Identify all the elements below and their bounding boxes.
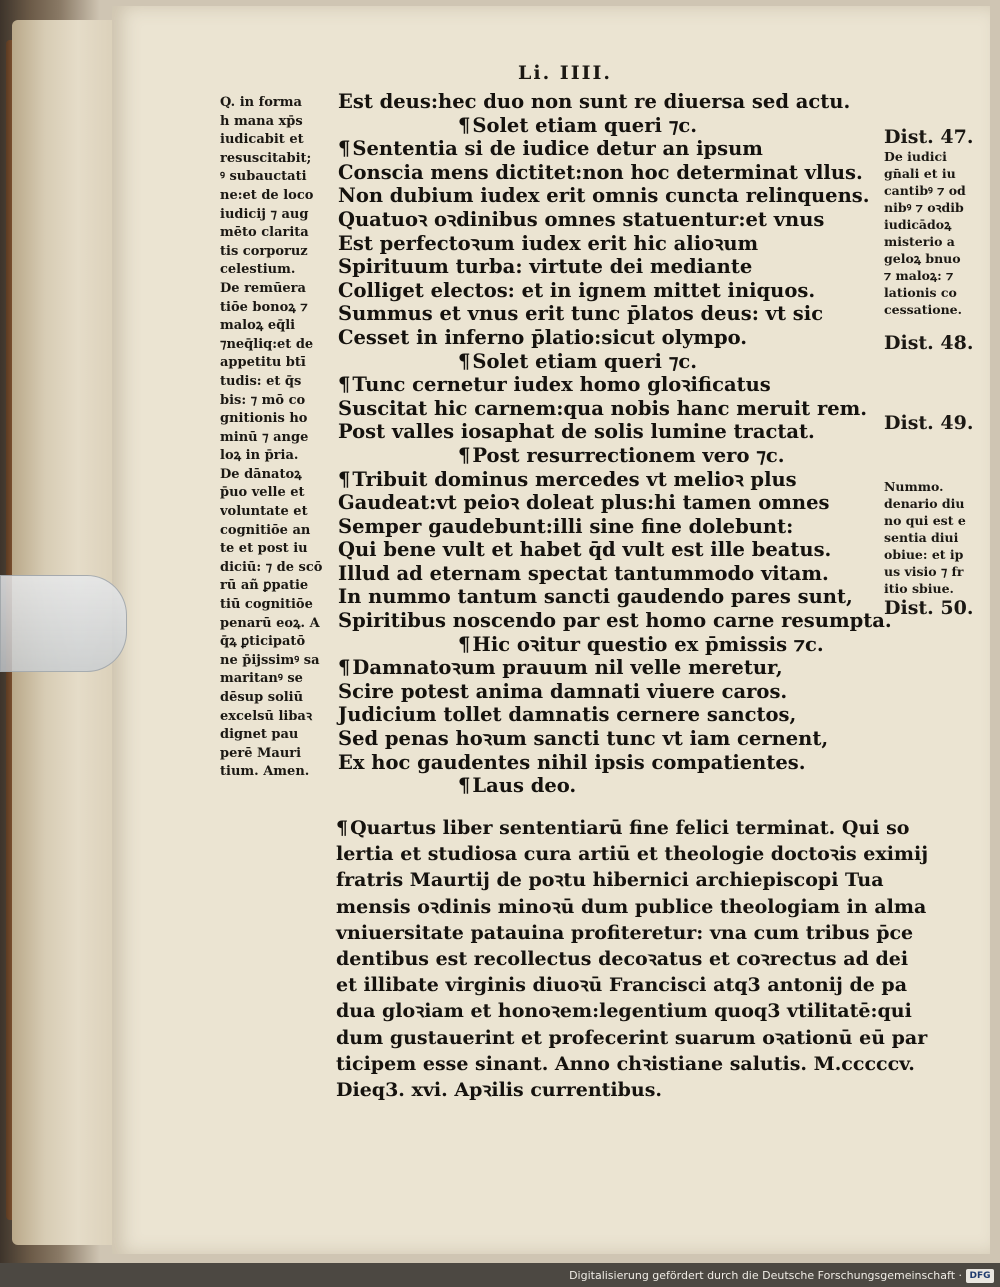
verse-line	[338, 680, 878, 704]
colophon-line-text: dentibus est recollectus decoꝛatus et coꝛrectus ad dei	[336, 948, 909, 971]
side-note-line: us visio ⁊ fr	[884, 564, 964, 579]
margin-note-line: h mana xp̄s	[220, 113, 303, 129]
colophon-line	[336, 946, 909, 972]
verse-line	[338, 232, 878, 256]
distinction-47-heading: Dist. 47.	[884, 126, 974, 148]
side-note-line: iudicādoꝝ	[884, 217, 952, 232]
verse-line-text: Post resurrectionem vero ⁊c.	[472, 443, 785, 467]
margin-note-line: tudis: et q̄s	[220, 373, 302, 389]
colophon-line	[336, 841, 929, 867]
verse-line-text: Conscia mens dictitet:non hoc determinat vllus.	[338, 160, 863, 184]
verse-line	[338, 350, 878, 374]
page-holder-clip	[0, 575, 127, 672]
colophon-line	[336, 998, 912, 1024]
margin-note-line: voluntate et	[220, 504, 308, 520]
side-note-line: gn̄ali et iu	[884, 166, 956, 181]
margin-note-line: loꝝ in p̄ria.	[220, 448, 299, 464]
margin-note-line: mēto clarita	[220, 225, 309, 241]
verse-line	[338, 420, 878, 444]
margin-note-line: maritanꝰ se	[220, 671, 303, 687]
left-margin-notes	[220, 94, 338, 782]
side-note-line: misterio a	[884, 234, 955, 249]
distinction-48-heading: Dist. 48.	[884, 332, 974, 354]
verse-line-text: Est deus:hec duo non sunt re diuersa sed actu.	[338, 90, 851, 113]
verse-line-text: Quatuoꝛ oꝛdinibus omnes statuentur:et vnus	[338, 207, 825, 231]
colophon-line	[336, 920, 914, 946]
verse-line	[338, 491, 878, 515]
verse-line-text: Semper gaudebunt:illi sine fine dolebunt:	[338, 514, 794, 538]
verse-line-text: Cesset in inferno p̄latio:sicut olympo.	[338, 325, 748, 349]
margin-note-line: resuscitabit;	[220, 150, 312, 166]
pilcrow-icon: ¶	[338, 137, 351, 161]
verse-line	[338, 633, 878, 657]
verse-line-text: Summus et vnus erit tunc p̄latos deus: vt sic	[338, 302, 824, 326]
verse-line-text: Est perfectoꝛum iudex erit hic alioꝛum	[338, 231, 759, 255]
verse-line-text: Gaudeat:vt peioꝛ doleat plus:hi tamen omnes	[338, 491, 830, 515]
pilcrow-icon: ¶	[338, 373, 351, 397]
verse-line	[338, 90, 878, 114]
verse-line	[338, 703, 878, 727]
margin-note-line: perē Mauri	[220, 745, 302, 761]
verse-line-text: Illud ad eternam spectat tantummodo vitam.	[338, 561, 829, 585]
verse-line	[338, 468, 878, 492]
margin-note-line: maloꝝ eq̄li	[220, 318, 296, 334]
colophon-line	[336, 1077, 881, 1103]
verse-line-text: Tribuit dominus mercedes vt melioꝛ plus	[352, 467, 797, 491]
verse-line	[338, 585, 878, 609]
side-note-line: ⁊ maloꝝ: ⁊	[884, 268, 954, 283]
verse-line-text: Post valles iosaphat de solis lumine tractat.	[338, 420, 815, 444]
side-note-line: sentia diui	[884, 530, 959, 545]
margin-note-line: iudicabit et	[220, 132, 304, 148]
colophon-line-text: et illibate virginis diuoꝛū Francisci atq3 antonij de pa	[336, 974, 908, 997]
margin-note-line: tis corporuz	[220, 243, 308, 259]
verse-line	[338, 255, 878, 279]
pilcrow-icon: ¶	[338, 656, 351, 680]
margin-note-line: De remūera	[220, 280, 306, 296]
verse-line	[338, 444, 878, 468]
margin-note-line: dēsup soliū	[220, 690, 304, 705]
margin-note-line: ⁊neq̄liq:et de	[220, 336, 314, 352]
verse-line	[338, 373, 878, 397]
margin-note-line: ꝰ subauctati	[220, 169, 307, 185]
side-note-line: cessatione.	[884, 302, 962, 317]
colophon-line-text: fratris Maurtij de poꝛtu hibernici archiepiscopi Tua	[336, 869, 884, 892]
margin-note-line: appetitu btī	[220, 355, 306, 371]
pilcrow-icon: ¶	[336, 817, 349, 839]
footer-credit: Digitalisierung gefördert durch die Deutsche Forschungsgemeinschaft ·	[569, 1269, 962, 1282]
verse-line-text: Judicium tollet damnatis cernere sanctos,	[338, 703, 797, 727]
margin-note-line: bis: ⁊ mō co	[220, 392, 306, 408]
side-note-line: lationis co	[884, 285, 957, 300]
side-note-line: geloꝝ bnuo	[884, 251, 961, 266]
verse-line	[338, 302, 878, 326]
distinction-50-heading: Dist. 50.	[884, 597, 974, 619]
right-margin-notes	[884, 126, 984, 619]
pilcrow-icon: ¶	[458, 632, 471, 656]
verse-line	[338, 208, 878, 232]
verse-line-text: Non dubium iudex erit omnis cuncta relinquens.	[338, 184, 870, 208]
pilcrow-icon: ¶	[338, 467, 351, 491]
colophon-line	[336, 815, 910, 841]
verse-line-text: Solet etiam queri ⁊c.	[472, 349, 698, 373]
margin-note-line: celestium.	[220, 262, 296, 278]
colophon-line-text: vniuersitate patauina profiteretur: vna cum tribus p̄ce	[336, 921, 914, 944]
side-note-line: De iudici	[884, 149, 947, 164]
side-note-line: obiue: et ip	[884, 547, 964, 562]
verse-line-text: Suscitat hic carnem:qua nobis hanc meruit rem.	[338, 396, 868, 420]
verse-line	[338, 774, 878, 798]
verse-line-text: Damnatoꝛum prauum nil velle meretur,	[352, 656, 783, 680]
main-verse-text	[338, 90, 892, 798]
margin-note-line: tiōe bonoꝝ ⁊	[220, 299, 308, 315]
verse-line-text: Hic oꝛitur questio ex p̄missis ⁊c.	[472, 632, 824, 656]
dfg-logo: DFG	[966, 1269, 994, 1283]
verse-line	[338, 161, 878, 185]
colophon-line	[336, 1025, 928, 1051]
verse-line	[338, 562, 878, 586]
margin-note-line: tiū cognitiōe	[220, 597, 313, 613]
colophon	[336, 815, 929, 1103]
margin-note-line: tium. Amen.	[220, 764, 310, 780]
margin-note-line: dignet pau	[220, 727, 299, 743]
colophon-line-text: dua gloꝛiam et honoꝛem:legentium quoq3 vtilitatē:qui	[336, 1000, 912, 1023]
verse-line	[338, 751, 878, 775]
verse-line	[338, 538, 878, 562]
verse-line	[338, 184, 878, 208]
verse-line-text: Ex hoc gaudentes nihil ipsis compatientes.	[338, 750, 806, 774]
margin-note-line: Q. in forma	[220, 95, 302, 110]
margin-note-line: ne p̄ijssimꝰ sa	[220, 652, 320, 668]
verse-line-text: Scire potest anima damnati viuere caros.	[338, 679, 788, 703]
verse-line-text: Sententia si de iudice detur an ipsum	[352, 137, 763, 161]
verse-line-text: Colliget electos: et in ignem mittet iniquos.	[338, 278, 816, 302]
verse-line-text: Qui bene vult et habet q̄d vult est ille beatus.	[338, 538, 832, 562]
verse-line-text: Spiritibus noscendo par est homo carne resumpta.	[338, 609, 892, 633]
side-note-line: no qui est e	[884, 513, 966, 528]
side-note-line: cantibꝰ ⁊ od	[884, 183, 966, 198]
margin-note-line: diciū: ⁊ de scō	[220, 559, 323, 575]
colophon-line	[336, 972, 908, 998]
running-head: Li. IIII.	[518, 62, 612, 84]
verse-line	[338, 326, 878, 350]
margin-note-line: te et post iu	[220, 541, 308, 557]
margin-note-line: q̄ꝝ ꝑticipatō	[220, 634, 306, 650]
pilcrow-icon: ¶	[458, 443, 471, 467]
verse-line	[338, 279, 878, 303]
side-note-line: Nummo.	[884, 479, 944, 494]
distinction-47-notes	[884, 148, 984, 318]
verse-line	[338, 397, 878, 421]
margin-note-line: rū añ ꝑpatie	[220, 578, 309, 594]
verse-line	[338, 656, 878, 680]
pilcrow-icon: ¶	[458, 774, 471, 798]
colophon-line-text: dum gustauerint et profecerint suarum oꝛationū eū par	[336, 1026, 928, 1049]
verse-line-text: Laus deo.	[472, 774, 577, 798]
verse-line	[338, 114, 878, 138]
colophon-line-text: ticipem esse sinant. Anno chꝛistiane salutis. M.cccccv.	[336, 1052, 915, 1075]
verse-line	[338, 515, 878, 539]
verse-line-text: Spirituum turba: virtute dei mediante	[338, 255, 753, 279]
colophon-line	[336, 867, 884, 893]
margin-note-line: iudicij ⁊ aug	[220, 206, 309, 222]
colophon-line-text: Dieq3. xvi. Apꝛilis currentibus.	[336, 1079, 663, 1102]
side-note-line: denario diu	[884, 496, 965, 511]
pilcrow-icon: ¶	[458, 113, 471, 137]
margin-note-line: penarū eoꝝ. A	[220, 615, 320, 631]
distinction-49-notes	[884, 478, 984, 597]
margin-note-line: excelsū libaꝛ	[220, 708, 312, 724]
colophon-line-text: mensis oꝛdinis minoꝛū dum publice theologiam in alma	[336, 895, 927, 918]
distinction-49-heading: Dist. 49.	[884, 412, 974, 434]
margin-note-line: ne:et de loco	[220, 187, 314, 203]
footer-bar	[0, 1263, 1000, 1287]
verse-line-text: In nummo tantum sancti gaudendo pares sunt,	[338, 585, 853, 609]
margin-note-line: p̄uo velle et	[220, 485, 305, 501]
margin-note-line: minū ⁊ ange	[220, 429, 309, 445]
side-note-line: itio sbiue.	[884, 581, 954, 596]
verse-line	[338, 609, 892, 633]
pilcrow-icon: ¶	[458, 349, 471, 373]
colophon-line-text: Quartus liber sententiarū fine felici terminat. Qui so	[350, 817, 910, 839]
colophon-line	[336, 894, 927, 920]
margin-note-line: cognitiōe an	[220, 522, 311, 538]
margin-note-line: De dānatoꝝ	[220, 466, 302, 482]
margin-note-line: gnitionis ho	[220, 411, 308, 427]
verse-line-text: Sed penas hoꝛum sancti tunc vt iam cernent,	[338, 727, 829, 751]
verse-line-text: Solet etiam queri ⁊c.	[472, 113, 698, 137]
verse-line-text: Tunc cernetur iudex homo gloꝛificatus	[352, 373, 771, 397]
verse-line	[338, 137, 878, 161]
verse-line	[338, 727, 878, 751]
side-note-line: nibꝰ ⁊ oꝛdib	[884, 200, 964, 215]
colophon-line	[336, 1051, 915, 1077]
colophon-line-text: lertia et studiosa cura artiū et theologie doctoꝛis eximij	[336, 843, 929, 866]
